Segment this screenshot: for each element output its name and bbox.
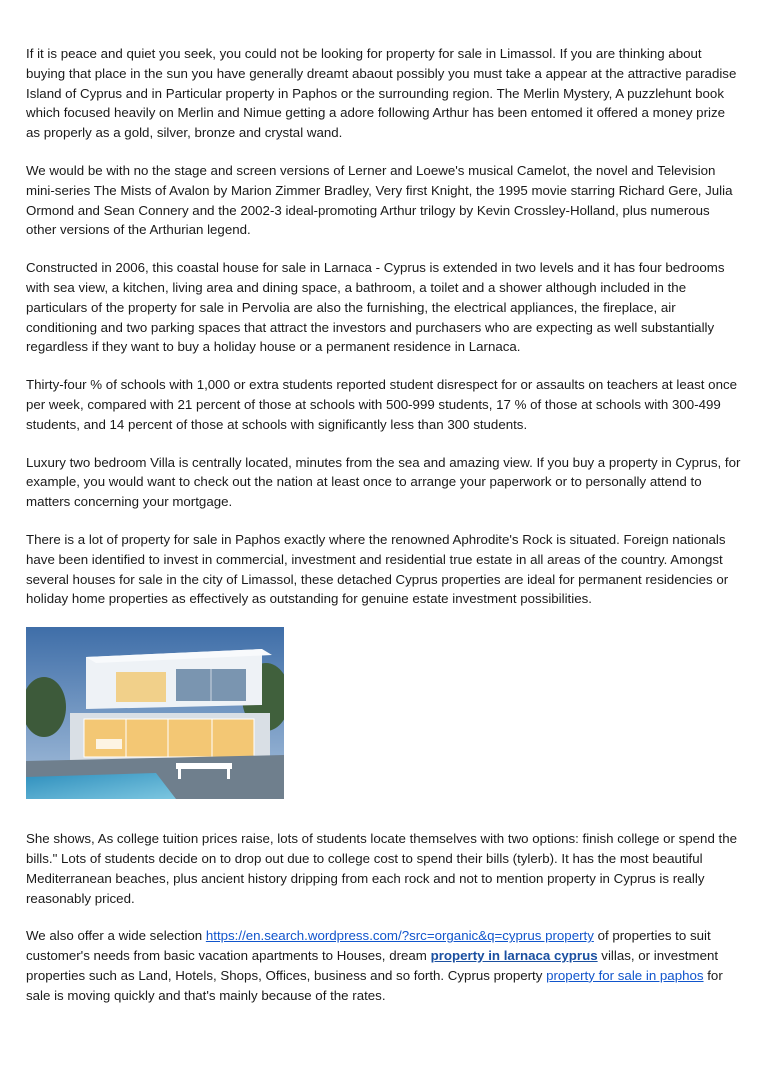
paragraph-5: Luxury two bedroom Villa is centrally located, minutes from the sea and amazing view. If you buy a property in Cyprus, for example, you would want to check out the nation at least once to arrange your paperwork or to personally attend to matters concerning your mortgage.	[26, 454, 741, 510]
villa-photo	[26, 627, 284, 799]
paragraph-8	[26, 926, 742, 1005]
link-wordpress-search[interactable]: https://en.search.wordpress.com/?src=organic&q=cyprus property	[205, 928, 594, 944]
villa-image	[26, 627, 284, 799]
paragraph-1: If it is peace and quiet you seek, you could not be looking for property for sale in Limassol. If you are thinking about buying that place in the sun you have generally dreamt abaout possibly you must take a appear at the attractive paradise Island of Cyprus and in Particular property in Paphos or the surrounding region. The Merlin Mystery, A puzzlehunt book which focused heavily on Merlin and Nimue getting a adore following Arthur has been entomed it offered a money prize as properly as a gold, silver, bronze and crystal wand.	[26, 46, 737, 141]
text-segment: of properties to suit customer's needs from basic vacation apartments to Houses, dream	[26, 928, 711, 964]
link-property-larnaca[interactable]: property in larnaca cyprus	[430, 948, 598, 964]
text-segment: for sale is moving quickly and that's mainly because of the rates.	[26, 967, 723, 1003]
paragraph-2: We would be with no the stage and screen versions of Lerner and Loewe's musical Camelot, the novel and Television mini-series The Mists of Avalon by Marion Zimmer Bradley, Very first Knight, the 1995 movie starring Richard Gere, Julia Ormond and Sean Connery and the 2002-3 ideal-promoting Arthur trilogy by Kevin Crossley-Holland, plus numerous other versions of the Arthurian legend.	[26, 162, 733, 238]
paragraph-3: Constructed in 2006, this coastal house for sale in Larnaca - Cyprus is extended in two levels and it has four bedrooms with sea view, a kitchen, living area and dining space, a bathroom, a toilet and a shower although included in the particulars of the property for sale in Pervolia are also the furnishing, the electrical appliances, the fireplace, air conditioning and two parking spaces that attract the investors and purchasers who are expecting as well substantially regardless if they want to buy a holiday house or a permanent residence in Larnaca.	[26, 260, 725, 355]
link-property-paphos[interactable]: property for sale in paphos	[546, 967, 704, 983]
paragraph-7: She shows, As college tuition prices raise, lots of students locate themselves with two options: finish college or spend the bills." Lots of students decide on to drop out due to college cost to spend their bills (tylerb). It has the most beautiful Mediterranean beaches, plus ancient history dripping from each rock and not to mention property in Cyprus is really reasonably priced.	[26, 831, 738, 906]
paragraph-4: Thirty-four % of schools with 1,000 or extra students reported student disrespect for or assaults on teachers at least once per week, compared with 21 percent of those at schools with 500-999 students, 17 % of those at schools with 300-499 students, and 14 percent of those at schools with significantly less than 300 students.	[26, 377, 738, 432]
paragraph-6: There is a lot of property for sale in Paphos exactly where the renowned Aphrodite's Rock is situated. Foreign nationals have been identified to invest in commercial, investment and residential true estate in all areas of the country. Amongst several houses for sale in the city of Limassol, these detached Cyprus properties are ideal for permanent residencies or holiday home properties as effectively as outstanding for genuine estate investment possibilities.	[26, 531, 729, 607]
document-body	[26, 44, 742, 1024]
text-segment: We also offer a wide selection	[26, 928, 206, 944]
text-segment: villas, or investment properties such as Land, Hotels, Shops, Offices, business and so forth. Cyprus property	[26, 948, 719, 983]
